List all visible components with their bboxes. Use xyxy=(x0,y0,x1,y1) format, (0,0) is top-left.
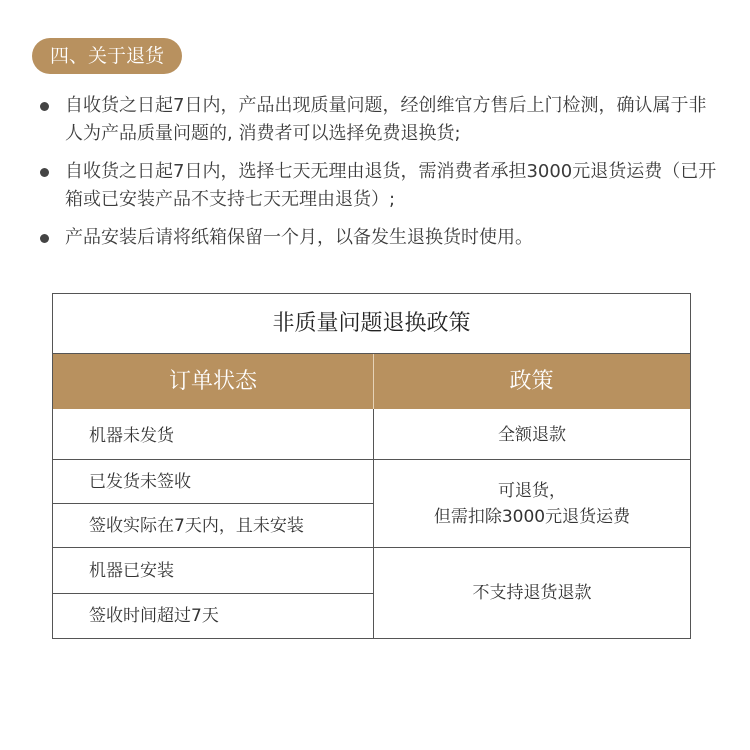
policy-line: 可退货， xyxy=(498,481,566,501)
header-order-status: 订单状态 xyxy=(168,369,257,394)
list-item-text: 自收货之日起7日内，产品出现质量问题，经创维官方售后上门检测，确认属于非人为产品质量问题的, 消费者可以选择免费退换货; xyxy=(65,95,707,144)
policy-cell xyxy=(374,580,690,606)
return-rules-list xyxy=(40,92,720,262)
table-row: 已发货未签收 xyxy=(89,472,191,492)
policy-line: 但需扣除3000元退货运费 xyxy=(433,507,631,527)
bullet-dot-icon xyxy=(40,102,49,111)
table-row: 机器未发货 xyxy=(89,426,174,446)
list-item xyxy=(40,158,720,214)
policy-line: 不支持退货退款 xyxy=(472,583,592,603)
policy-line: 全额退款 xyxy=(498,425,566,445)
section-badge xyxy=(32,38,182,74)
table-title: 非质量问题退换政策 xyxy=(272,311,471,336)
list-item-text: 产品安装后请将纸箱保留一个月，以备发生退换货时使用。 xyxy=(65,227,533,248)
header-policy: 政策 xyxy=(509,369,554,394)
table-row: 机器已安装 xyxy=(89,561,174,581)
bullet-dot-icon xyxy=(40,168,49,177)
policy-cell xyxy=(374,422,690,448)
policy-table xyxy=(52,293,691,639)
table-row: 签收实际在7天内，且未安装 xyxy=(89,516,304,536)
table-row: 签收时间超过7天 xyxy=(89,606,219,626)
list-item-text: 自收货之日起7日内，选择七天无理由退货，需消费者承担3000元退货运费（已开箱或已安装产品不支持七天无理由退货）; xyxy=(65,161,717,210)
bullet-dot-icon xyxy=(40,234,49,243)
list-item xyxy=(40,92,720,148)
list-item xyxy=(40,224,720,252)
policy-cell xyxy=(374,478,690,530)
section-title: 四、关于退货 xyxy=(50,45,165,67)
table-header-row xyxy=(53,354,690,409)
